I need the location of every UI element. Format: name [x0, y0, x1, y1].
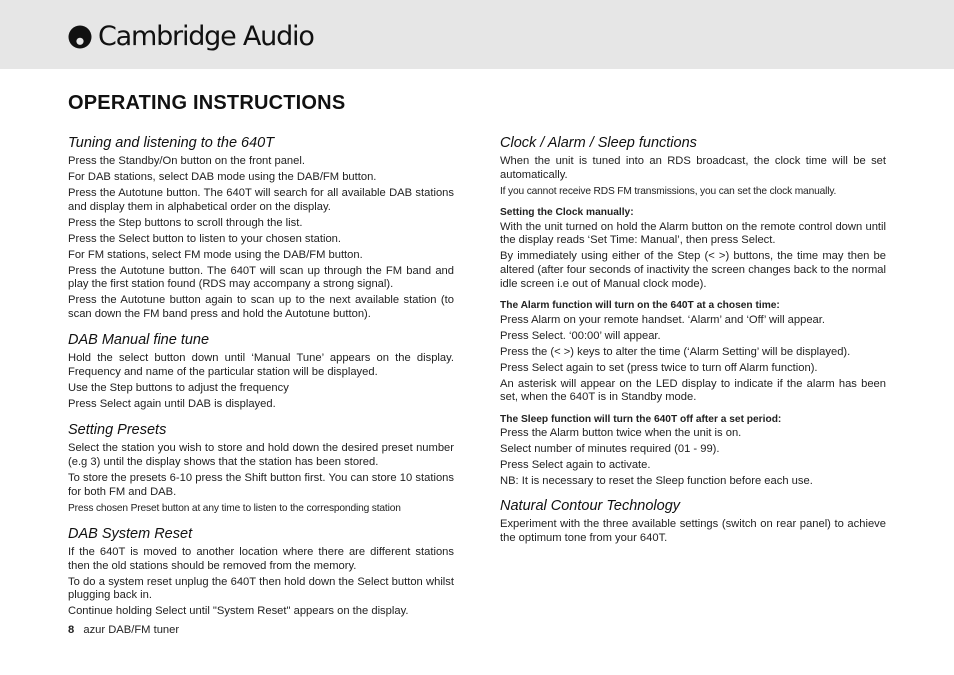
- paragraph: Press the Alarm button twice when the unit is on.: [500, 427, 742, 440]
- paragraph: Press the Step buttons to scroll through the list.: [68, 216, 303, 229]
- section-natural-contour: [500, 498, 886, 545]
- section-heading: Tuning and listening to the 640T: [68, 135, 275, 151]
- paragraph: Select the station you wish to store and hold down the desired preset number (e.g 3) until the display shows that the station has been stored.: [68, 442, 454, 469]
- paragraph: Press Select again until DAB is displayed.: [68, 397, 276, 410]
- paragraph: If you cannot receive RDS FM transmissions, you can set the clock manually.: [500, 185, 837, 197]
- subheading-clock-manual: Setting the Clock manually:: [500, 207, 634, 219]
- brand-logo: [68, 22, 314, 52]
- section-heading: DAB Manual fine tune: [68, 332, 210, 349]
- paragraph: Press chosen Preset button at any time to listen to the corresponding station: [68, 502, 401, 514]
- left-column: [68, 135, 454, 621]
- header-bar: [0, 0, 954, 69]
- paragraph: To do a system reset unplug the 640T then hold down the Select button whilst plugging back in.: [68, 575, 454, 602]
- paragraph: Experiment with the three available settings (switch on rear panel) to achieve the optimum tone from your 640T.: [500, 517, 886, 544]
- subheading-sleep: The Sleep function will turn the 640T off after a set period:: [500, 413, 782, 425]
- paragraph: Press the Autotune button. The 640T will search for all available DAB stations and display them in alphabetical order on the display.: [68, 186, 454, 213]
- paragraph: With the unit turned on hold the Alarm button on the remote control down until the display reads ‘Set Time: Manual’, then press Select.: [500, 220, 886, 247]
- section-heading: Natural Contour Technology: [500, 497, 681, 514]
- paragraph: NB: It is necessary to reset the Sleep function before each use.: [500, 475, 813, 488]
- right-column: [500, 135, 886, 548]
- section-heading: DAB System Reset: [68, 526, 193, 543]
- footer-product-name: azur DAB/FM tuner: [83, 624, 180, 636]
- paragraph: For DAB stations, select DAB mode using the DAB/FM button.: [68, 170, 377, 183]
- page-title: OPERATING INSTRUCTIONS: [68, 92, 346, 114]
- paragraph: For FM stations, select FM mode using the DAB/FM button.: [68, 248, 363, 261]
- paragraph: Use the Step buttons to adjust the frequency: [68, 381, 289, 394]
- paragraph: Hold the select button down until ‘Manual Tune’ appears on the display. Frequency and name of the particular station will be displayed.: [68, 352, 454, 378]
- section-tuning: [68, 135, 454, 321]
- paragraph: Press the Standby/On button on the front panel.: [68, 155, 305, 167]
- section-heading: Clock / Alarm / Sleep functions: [500, 135, 697, 151]
- paragraph: Press Select again to activate.: [500, 459, 651, 472]
- page-number: 8: [68, 624, 75, 636]
- section-clock-alarm-sleep: [500, 135, 886, 489]
- paragraph: If the 640T is moved to another location where there are different stations then the old stations should be removed from the memory.: [68, 546, 454, 572]
- paragraph: Press the Autotune button. The 640T will scan up through the FM band and play the first station found (RDS may accompany a strong signal).: [68, 264, 454, 291]
- paragraph: Press Select. ‘00:00’ will appear.: [500, 329, 661, 342]
- section-heading: Setting Presets: [68, 422, 167, 439]
- paragraph: Press the (< >) keys to alter the time (‘Alarm Setting’ will be displayed).: [500, 345, 851, 358]
- paragraph: Press the Select button to listen to your chosen station.: [68, 232, 342, 245]
- cambridge-audio-logo-icon: [68, 25, 92, 49]
- section-setting-presets: [68, 422, 454, 515]
- subheading-alarm: The Alarm function will turn on the 640T at a chosen time:: [500, 300, 780, 312]
- page-footer: [68, 624, 179, 636]
- paragraph: Select number of minutes required (01 - 99).: [500, 443, 720, 456]
- paragraph: Press Alarm on your remote handset. ‘Alarm’ and ‘Off’ will appear.: [500, 313, 825, 326]
- section-dab-manual-tune: [68, 332, 454, 411]
- paragraph: Continue holding Select until "System Reset" appears on the display.: [68, 605, 409, 618]
- paragraph: To store the presets 6-10 press the Shift button first. You can store 10 stations for both FM and DAB.: [68, 472, 454, 498]
- paragraph: Press the Autotune button again to scan up to the next available station (to scan down the FM band press and hold the Autotune button).: [68, 294, 454, 320]
- paragraph: Press Select again to set (press twice to turn off Alarm function).: [500, 361, 818, 374]
- section-dab-system-reset: [68, 526, 454, 619]
- paragraph: By immediately using either of the Step (< >) buttons, the time may then be altered (after four seconds of inactivity the screen changes back to the normal idle screen i.e out of Manual clock mode).: [500, 250, 886, 290]
- paragraph: An asterisk will appear on the LED display to indicate if the alarm has been set, when the 640T is in Standby mode.: [500, 377, 886, 404]
- brand-name: Cambridge Audio: [98, 21, 314, 52]
- paragraph: When the unit is tuned into an RDS broadcast, the clock time will be set automatically.: [500, 155, 886, 181]
